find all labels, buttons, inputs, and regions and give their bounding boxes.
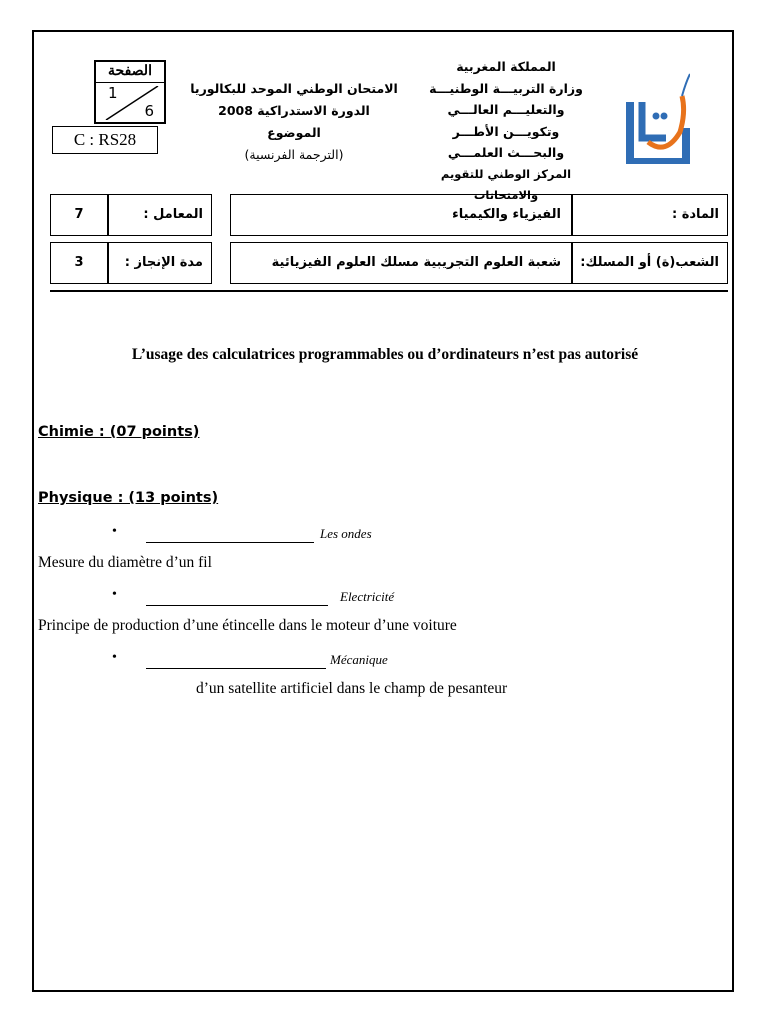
exam-line: الموضوع (267, 125, 321, 140)
coef-label: المعامل : (108, 194, 212, 236)
topic-electricite: Electricité (340, 589, 395, 604)
branch-label: الشعب(ة) أو المسلك: (572, 242, 728, 284)
ministry-block (408, 56, 604, 207)
chimie-section-title: Chimie : (07 points) (38, 424, 200, 440)
subject-label: المادة : (572, 194, 728, 236)
fill-line (146, 668, 326, 669)
ministry-line: المركز الوطني للتقويم والامتحانات (440, 166, 572, 202)
coef-value: 7 (50, 194, 108, 236)
topic-mecanique: Mécanique (330, 652, 388, 667)
info-row-branch (50, 242, 728, 284)
ministry-line: والتعليـــم العالـــي (447, 102, 565, 117)
item-description: Principe de production d’une étincelle dans le moteur d’une voiture (38, 617, 457, 634)
fill-line (146, 605, 328, 606)
item-description: d’un satellite artificiel dans le champ de pesanteur (196, 680, 508, 697)
duration-value: 3 (50, 242, 108, 284)
calculator-notice: L’usage des calculatrices programmables ou d’ordinateurs n’est pas autorisé (131, 346, 639, 363)
page-label: الصفحة (96, 62, 164, 83)
exam-line: الدورة الاستدراكية 2008 (218, 103, 370, 118)
branch-value: شعبة العلوم التجريبية مسلك العلوم الفيزيائية (230, 242, 572, 284)
ministry-line: وزارة التربيـــة الوطنيـــة (429, 80, 583, 96)
exam-line: الامتحان الوطني الموحد للبكالوريا (190, 81, 398, 96)
exam-title-block (184, 78, 404, 166)
header-rule (50, 290, 728, 292)
exam-page (32, 30, 734, 992)
duration-label: مدة الإنجاز : (108, 242, 212, 284)
page-number-box (94, 60, 166, 124)
subject-value: الفيزياء والكيمياء (230, 194, 572, 236)
ministry-logo-icon (626, 72, 690, 164)
bullet-icon: • (112, 524, 117, 539)
info-row-subject (50, 194, 728, 236)
fill-line (146, 542, 314, 543)
bullet-icon: • (112, 587, 117, 602)
ministry-line: وتكويـــن الأطـــر (452, 123, 560, 139)
topic-ondes: Les ondes (320, 526, 372, 541)
page-total: 6 (144, 102, 154, 120)
bullet-icon: • (112, 650, 117, 665)
page-number: 1 (108, 84, 118, 102)
ministry-line: والبحـــث العلمـــي (447, 145, 565, 160)
physique-section-title: Physique : (13 points) (38, 490, 219, 506)
exam-code: C : RS28 (52, 126, 158, 154)
exam-line: (الترجمة الفرنسية) (244, 147, 344, 162)
item-description: Mesure du diamètre d’un fil (38, 554, 212, 571)
ministry-line: المملكة المغربية (456, 59, 556, 74)
